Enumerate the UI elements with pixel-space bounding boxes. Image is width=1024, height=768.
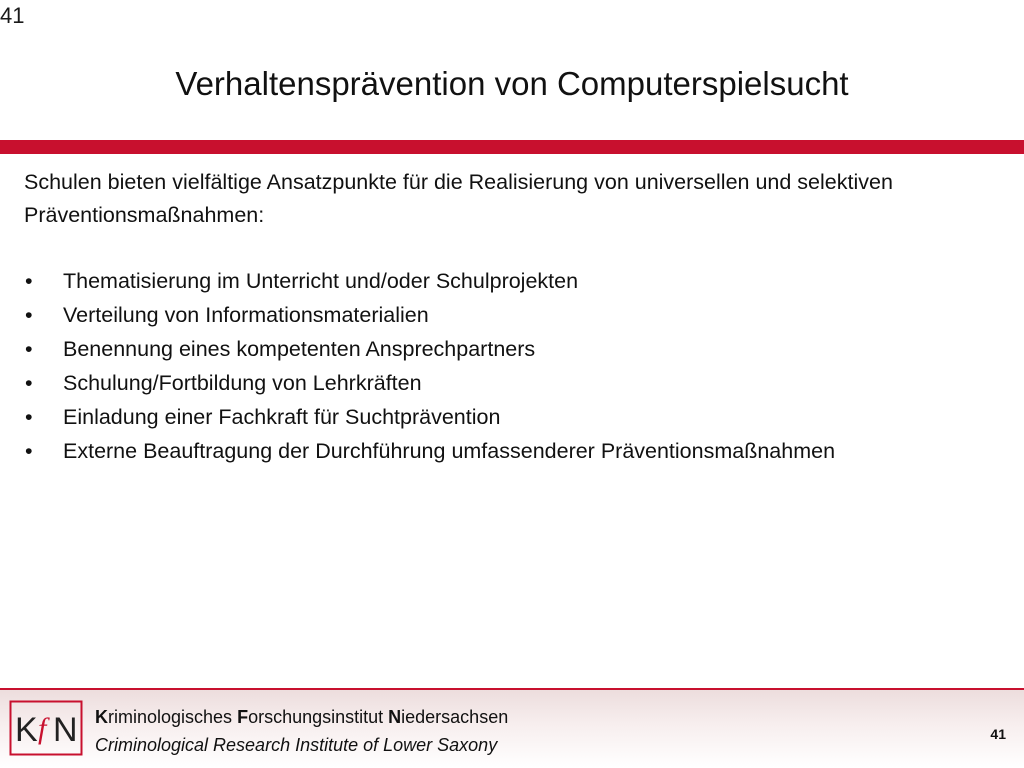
institute-initial: F: [237, 707, 249, 727]
bullet-text: Benennung eines kompetenten Ansprechpartners: [63, 337, 536, 361]
bullet-dot-icon: •: [25, 371, 33, 395]
institute-name-part: [95, 707, 237, 727]
institute-name-part: [388, 707, 508, 727]
bullet-text: Thematisierung im Unterricht und/oder Schulprojekten: [63, 269, 579, 293]
bullet-dot-icon: •: [25, 439, 33, 463]
footer-page-number: 41: [990, 726, 1006, 742]
footer: [0, 688, 1024, 768]
bullet-item: [24, 400, 1009, 434]
bullet-dot-icon: •: [25, 269, 33, 293]
slide-title: Verhaltensprävention von Computerspielsucht: [175, 65, 849, 102]
bullet-item: [24, 434, 1009, 468]
bullet-item: [24, 366, 1009, 400]
institute-word-rest: orschungsinstitut: [248, 707, 389, 727]
logo-letter-n: N: [53, 711, 78, 749]
bullet-item: [24, 332, 1009, 366]
bullet-text: Verteilung von Informationsmaterialien: [63, 303, 429, 327]
intro-paragraph: Schulen bieten vielfältige Ansatzpunkte für die Realisierung von universellen und selektiven Präventionsmaßnahmen:: [24, 170, 893, 227]
kfn-logo-icon: [9, 700, 83, 756]
institute-initial: K: [95, 707, 108, 727]
footer-divider: [0, 688, 1024, 690]
institute-name-de: [95, 706, 508, 728]
title-accent-bar: [0, 140, 1024, 154]
institute-name-part: [237, 707, 388, 727]
bullet-text: Externe Beauftragung der Durchführung umfassenderer Präventionsmaßnahmen: [63, 439, 836, 463]
bullet-text: Einladung einer Fachkraft für Suchtprävention: [63, 405, 501, 429]
bullet-dot-icon: •: [25, 405, 33, 429]
logo-letter-f: f: [38, 712, 47, 745]
corner-page-number: 41: [0, 3, 25, 28]
bullet-item: [24, 298, 1009, 332]
bullet-text: Schulung/Fortbildung von Lehrkräften: [63, 371, 422, 395]
bullet-dot-icon: •: [25, 337, 33, 361]
institute-name-en: Criminological Research Institute of Lower Saxony: [95, 735, 498, 755]
bullet-dot-icon: •: [25, 303, 33, 327]
logo-letter-k: K: [15, 711, 38, 749]
bullet-list: [24, 264, 1009, 468]
institute-word-rest: iedersachsen: [401, 707, 509, 727]
institute-initial: N: [388, 707, 402, 727]
slide-content: [24, 166, 1009, 468]
bullet-item: [24, 264, 1009, 298]
institute-word-rest: riminologisches: [108, 707, 238, 727]
